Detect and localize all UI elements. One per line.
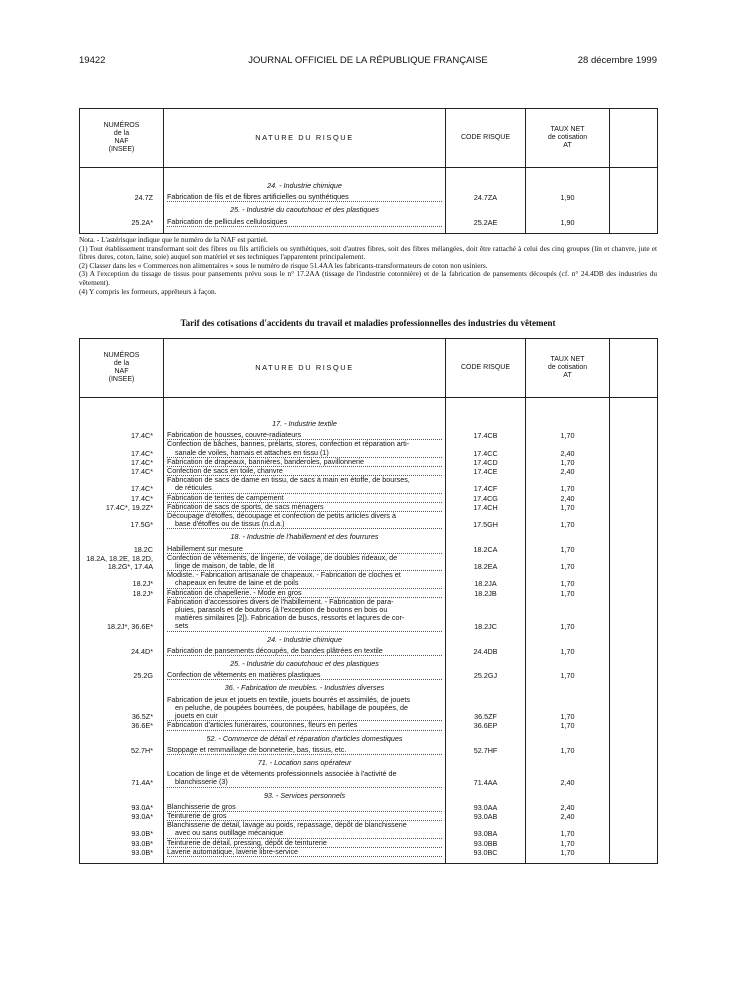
risk-code: 17.4CD bbox=[446, 458, 526, 467]
blank-cell bbox=[610, 839, 658, 848]
risk-nature: Fabrication de drapeaux, bannières, banderoles, pavillonnerie bbox=[164, 458, 446, 467]
risk-code: 18.2CA bbox=[446, 545, 526, 554]
risk-nature: Modiste. - Fabrication artisanale de chapeaux. - Fabrication de cloches et chapeaux en feutre de laine et de poils bbox=[164, 571, 446, 588]
blank-cell bbox=[610, 503, 658, 512]
tail-cell bbox=[80, 857, 164, 864]
risk-nature: Laverie automatique, laverie libre-service bbox=[164, 848, 446, 857]
risk-nature: Fabrication de tentes de campement bbox=[164, 494, 446, 503]
blank-cell bbox=[610, 476, 658, 493]
nature-header: NATURE DU RISQUE bbox=[164, 339, 446, 398]
spacer-cell bbox=[164, 398, 446, 417]
section-taux-cell bbox=[526, 731, 610, 746]
naf-code: 17.4C* bbox=[80, 431, 164, 440]
section-title: 52. - Commerce de détail et réparation d'articles domestiques bbox=[164, 731, 446, 746]
section-blank-cell bbox=[610, 202, 658, 217]
section-row bbox=[80, 178, 658, 193]
table-row bbox=[80, 193, 658, 202]
naf-code: 25.2A* bbox=[80, 218, 164, 227]
net-rate: 1,70 bbox=[526, 746, 610, 755]
table-row bbox=[80, 647, 658, 656]
blank-cell bbox=[610, 512, 658, 529]
note-1: (1) Tout établissement transformant soit des fibres ou fils artificiels ou synthétiques, soit d'autres fibres, soit des fibres mélangées, doit être rattaché à celui des cinq groupes (lin et chanvre, jute et fibres dures, coton, laine, soie) auquel son matériel et ses techniques l'apparentent principalement. bbox=[79, 243, 657, 262]
table-row bbox=[80, 671, 658, 680]
net-rate: 2,40 bbox=[526, 440, 610, 457]
blank-cell bbox=[610, 721, 658, 730]
risk-code: 93.0BB bbox=[446, 839, 526, 848]
table-row bbox=[80, 440, 658, 457]
header-row bbox=[80, 339, 658, 398]
net-rate: 1,70 bbox=[526, 647, 610, 656]
header-row bbox=[80, 109, 658, 168]
tail-cell bbox=[164, 227, 446, 234]
risk-nature: Stoppage et remmaillage de bonneterie, bas, tissus, etc. bbox=[164, 746, 446, 755]
section-naf-cell bbox=[80, 755, 164, 770]
notes-block bbox=[79, 236, 657, 296]
blank-cell bbox=[610, 571, 658, 588]
note-4: (4) Y compris les formeurs, apprêteurs à façon. bbox=[79, 286, 217, 296]
table-row bbox=[80, 554, 658, 571]
blank-cell bbox=[610, 821, 658, 838]
section-row bbox=[80, 632, 658, 647]
section-blank-cell bbox=[610, 788, 658, 803]
net-rate: 1,70 bbox=[526, 554, 610, 571]
section-row bbox=[80, 755, 658, 770]
tail-cell bbox=[164, 857, 446, 864]
taux-header: TAUX NET de cotisation AT bbox=[526, 109, 610, 168]
section-naf-cell bbox=[80, 731, 164, 746]
risk-nature: Fabrication de fils et de fibres artificielles ou synthétiques bbox=[164, 193, 446, 202]
tail-cell bbox=[610, 857, 658, 864]
section-title: 17. - Industrie textile bbox=[164, 416, 446, 431]
risk-code: 18.2EA bbox=[446, 554, 526, 571]
tariff-title: Tarif des cotisations d'accidents du travail et maladies professionnelles des industries du vêtement bbox=[180, 318, 556, 328]
risk-code: 17.4CE bbox=[446, 467, 526, 476]
section-naf-cell bbox=[80, 788, 164, 803]
naf-code: 36.6E* bbox=[80, 721, 164, 730]
section-blank-cell bbox=[610, 755, 658, 770]
naf-code: 52.7H* bbox=[80, 746, 164, 755]
blank-header bbox=[610, 339, 658, 398]
naf-code: 18.2J* bbox=[80, 571, 164, 588]
risk-nature: Fabrication de sacs de dame en tissu, de sacs à main en étoffe, de bourses, de réticules bbox=[164, 476, 446, 493]
table-row bbox=[80, 571, 658, 588]
section-naf-cell bbox=[80, 178, 164, 193]
naf-code: 18.2C bbox=[80, 545, 164, 554]
section-naf-cell bbox=[80, 680, 164, 695]
section-row bbox=[80, 731, 658, 746]
risk-code: 17.4CH bbox=[446, 503, 526, 512]
code-header: CODE RISQUE bbox=[446, 109, 526, 168]
net-rate: 1,70 bbox=[526, 696, 610, 722]
blank-cell bbox=[610, 803, 658, 812]
naf-code: 93.0A* bbox=[80, 812, 164, 821]
blank-cell bbox=[610, 696, 658, 722]
spacer-cell bbox=[80, 168, 164, 179]
naf-code: 71.4A* bbox=[80, 770, 164, 787]
spacer-cell bbox=[446, 168, 526, 179]
naf-header: NUMÉROS de la NAF (INSEE) bbox=[80, 339, 164, 398]
risk-nature: Confection de vêtements, de lingerie, de voilage, de doubles rideaux, de linge de maison, de table, de lit bbox=[164, 554, 446, 571]
risk-nature: Location de linge et de vêtements professionnels associée à l'activité de blanchisserie (3) bbox=[164, 770, 446, 787]
risk-nature: Teinturerie de détail, pressing, dépôt de teinturerie bbox=[164, 839, 446, 848]
section-row bbox=[80, 416, 658, 431]
blank-cell bbox=[610, 494, 658, 503]
tail-row bbox=[80, 227, 658, 234]
naf-code: 25.2G bbox=[80, 671, 164, 680]
section-code-cell bbox=[446, 529, 526, 544]
risk-nature: Blanchisserie de gros bbox=[164, 803, 446, 812]
table-row bbox=[80, 512, 658, 529]
spacer-cell bbox=[164, 168, 446, 179]
spacer-row bbox=[80, 168, 658, 179]
section-title: 24. - Industrie chimique bbox=[164, 178, 446, 193]
naf-code: 17.4C* bbox=[80, 476, 164, 493]
section-row bbox=[80, 202, 658, 217]
naf-code: 17.4C* bbox=[80, 467, 164, 476]
section-code-cell bbox=[446, 788, 526, 803]
risk-nature: Fabrication de chapellerie. - Mode en gros bbox=[164, 589, 446, 598]
table-row bbox=[80, 721, 658, 730]
table-row bbox=[80, 848, 658, 857]
naf-code: 93.0B* bbox=[80, 839, 164, 848]
section-code-cell bbox=[446, 416, 526, 431]
spacer-cell bbox=[610, 398, 658, 417]
section-blank-cell bbox=[610, 529, 658, 544]
section-taux-cell bbox=[526, 680, 610, 695]
risk-code: 17.4CG bbox=[446, 494, 526, 503]
risk-nature: Fabrication de pellicules cellulosiques bbox=[164, 218, 446, 227]
section-code-cell bbox=[446, 731, 526, 746]
risk-code: 52.7HF bbox=[446, 746, 526, 755]
net-rate: 1,70 bbox=[526, 821, 610, 838]
blank-cell bbox=[610, 545, 658, 554]
section-row bbox=[80, 788, 658, 803]
risk-nature: Blanchisserie de détail, lavage au poids, repassage, dépôt de blanchisserie avec ou sans outillage mécanique bbox=[164, 821, 446, 838]
section-taux-cell bbox=[526, 202, 610, 217]
risk-code: 93.0BC bbox=[446, 848, 526, 857]
section-naf-cell bbox=[80, 656, 164, 671]
rates-table-chemical bbox=[79, 108, 658, 234]
section-row bbox=[80, 656, 658, 671]
section-row bbox=[80, 529, 658, 544]
section-taux-cell bbox=[526, 529, 610, 544]
section-taux-cell bbox=[526, 755, 610, 770]
rates-table-clothing bbox=[79, 338, 658, 864]
spacer-cell bbox=[80, 398, 164, 417]
section-title: 25. - Industrie du caoutchouc et des plastiques bbox=[164, 202, 446, 217]
risk-nature: Confection de bâches, bannes, prélarts, stores, confection et réparation arti- sanale de voiles, harnais et attaches en tissu (1) bbox=[164, 440, 446, 457]
risk-nature: Découpage d'étoffes, découpage et confection de petits articles divers à base d'étoffes ou de tissus (n.d.a.) bbox=[164, 512, 446, 529]
blank-cell bbox=[610, 554, 658, 571]
spacer-cell bbox=[610, 168, 658, 179]
risk-code: 17.5GH bbox=[446, 512, 526, 529]
naf-code: 18.2J* bbox=[80, 589, 164, 598]
net-rate: 1,70 bbox=[526, 721, 610, 730]
naf-code: 17.4C*, 19.2Z* bbox=[80, 503, 164, 512]
net-rate: 1,70 bbox=[526, 545, 610, 554]
net-rate: 1,70 bbox=[526, 512, 610, 529]
risk-nature: Teinturerie de gros bbox=[164, 812, 446, 821]
section-title: 36. - Fabrication de meubles. - Industries diverses bbox=[164, 680, 446, 695]
code-header: CODE RISQUE bbox=[446, 339, 526, 398]
risk-code: 93.0AB bbox=[446, 812, 526, 821]
net-rate: 1,90 bbox=[526, 218, 610, 227]
naf-code: 24.4D* bbox=[80, 647, 164, 656]
risk-nature: Fabrication d'accessoires divers de l'habillement. - Fabrication de para- pluies, parasols et de boutons (à l'exception de boutons en bois ou matières similaires [2]). Fabrication de buscs, ressorts et laçures de cor- sets bbox=[164, 598, 446, 632]
section-taux-cell bbox=[526, 788, 610, 803]
taux-header: TAUX NET de cotisation AT bbox=[526, 339, 610, 398]
table-row bbox=[80, 770, 658, 787]
table-row bbox=[80, 218, 658, 227]
risk-nature: Fabrication de housses, couvre-radiateurs bbox=[164, 431, 446, 440]
blank-cell bbox=[610, 589, 658, 598]
spacer-cell bbox=[526, 168, 610, 179]
risk-nature: Habillement sur mesure bbox=[164, 545, 446, 554]
naf-code: 93.0A* bbox=[80, 803, 164, 812]
net-rate: 2,40 bbox=[526, 812, 610, 821]
risk-code: 17.4CF bbox=[446, 476, 526, 493]
risk-code: 18.2JC bbox=[446, 598, 526, 632]
naf-code: 17.4C* bbox=[80, 458, 164, 467]
section-blank-cell bbox=[610, 731, 658, 746]
section-naf-cell bbox=[80, 416, 164, 431]
net-rate: 2,40 bbox=[526, 494, 610, 503]
net-rate: 2,40 bbox=[526, 803, 610, 812]
blank-cell bbox=[610, 812, 658, 821]
naf-header: NUMÉROS de la NAF (INSEE) bbox=[80, 109, 164, 168]
note-2: (2) Classer dans les « Commerces non alimentaires » sous le numéro de risque 51.4AA les fabricants-transformateurs de coton non usiniers. bbox=[79, 260, 488, 270]
section-code-cell bbox=[446, 178, 526, 193]
risk-nature: Fabrication d'articles funéraires, couronnes, fleurs en perles bbox=[164, 721, 446, 730]
section-title: 25. - Industrie du caoutchouc et des plastiques bbox=[164, 656, 446, 671]
section-taux-cell bbox=[526, 178, 610, 193]
section-blank-cell bbox=[610, 632, 658, 647]
risk-nature: Fabrication de sacs de sports, de sacs ménagers bbox=[164, 503, 446, 512]
section-blank-cell bbox=[610, 656, 658, 671]
blank-cell bbox=[610, 431, 658, 440]
section-taux-cell bbox=[526, 416, 610, 431]
section-code-cell bbox=[446, 202, 526, 217]
risk-nature: Fabrication de jeux et jouets en textile, jouets bourrés et assimilés, de jouets en peluche, de poupées bourrées, de poupées, habillage de poupées, de jouets en cuir bbox=[164, 696, 446, 722]
blank-cell bbox=[610, 598, 658, 632]
net-rate: 1,70 bbox=[526, 458, 610, 467]
tail-cell bbox=[446, 857, 526, 864]
net-rate: 1,70 bbox=[526, 598, 610, 632]
section-code-cell bbox=[446, 755, 526, 770]
blank-cell bbox=[610, 746, 658, 755]
blank-cell bbox=[610, 193, 658, 202]
blank-cell bbox=[610, 647, 658, 656]
net-rate: 1,70 bbox=[526, 503, 610, 512]
blank-cell bbox=[610, 458, 658, 467]
section-blank-cell bbox=[610, 416, 658, 431]
net-rate: 2,40 bbox=[526, 467, 610, 476]
section-row bbox=[80, 680, 658, 695]
tail-cell bbox=[526, 857, 610, 864]
net-rate: 1,70 bbox=[526, 571, 610, 588]
spacer-row bbox=[80, 398, 658, 417]
page-number: 19422 bbox=[79, 55, 106, 66]
blank-cell bbox=[610, 467, 658, 476]
naf-code: 17.4C* bbox=[80, 440, 164, 457]
naf-code: 18.2J*, 36.6E* bbox=[80, 598, 164, 632]
blank-cell bbox=[610, 440, 658, 457]
net-rate: 1,70 bbox=[526, 839, 610, 848]
risk-code: 18.2JB bbox=[446, 589, 526, 598]
net-rate: 1,70 bbox=[526, 671, 610, 680]
risk-code: 24.7ZA bbox=[446, 193, 526, 202]
risk-code: 17.4CC bbox=[446, 440, 526, 457]
page-header bbox=[79, 55, 657, 69]
section-naf-cell bbox=[80, 202, 164, 217]
section-taux-cell bbox=[526, 656, 610, 671]
risk-nature: Confection de vêtements en matières plastiques bbox=[164, 671, 446, 680]
tail-cell bbox=[610, 227, 658, 234]
risk-code: 93.0BA bbox=[446, 821, 526, 838]
section-title: 24. - Industrie chimique bbox=[164, 632, 446, 647]
section-code-cell bbox=[446, 632, 526, 647]
table-row bbox=[80, 696, 658, 722]
section-blank-cell bbox=[610, 178, 658, 193]
risk-code: 25.2GJ bbox=[446, 671, 526, 680]
risk-code: 18.2JA bbox=[446, 571, 526, 588]
spacer-cell bbox=[446, 398, 526, 417]
table-row bbox=[80, 821, 658, 838]
table-row bbox=[80, 598, 658, 632]
naf-code: 36.5Z* bbox=[80, 696, 164, 722]
net-rate: 2,40 bbox=[526, 770, 610, 787]
net-rate: 1,70 bbox=[526, 431, 610, 440]
naf-code: 93.0B* bbox=[80, 848, 164, 857]
risk-nature: Fabrication de pansements découpés, de bandes plâtrées en textile bbox=[164, 647, 446, 656]
risk-code: 25.2AE bbox=[446, 218, 526, 227]
risk-code: 24.4DB bbox=[446, 647, 526, 656]
tail-row bbox=[80, 857, 658, 864]
spacer-cell bbox=[526, 398, 610, 417]
nature-header: NATURE DU RISQUE bbox=[164, 109, 446, 168]
naf-code: 24.7Z bbox=[80, 193, 164, 202]
blank-cell bbox=[610, 848, 658, 857]
net-rate: 1,70 bbox=[526, 476, 610, 493]
section-title: 71. - Location sans opérateur bbox=[164, 755, 446, 770]
table-row bbox=[80, 476, 658, 493]
section-code-cell bbox=[446, 680, 526, 695]
risk-code: 93.0AA bbox=[446, 803, 526, 812]
risk-code: 17.4CB bbox=[446, 431, 526, 440]
table-row bbox=[80, 746, 658, 755]
section-code-cell bbox=[446, 656, 526, 671]
section-taux-cell bbox=[526, 632, 610, 647]
blank-cell bbox=[610, 770, 658, 787]
section-title: 18. - Industrie de l'habillement et des fourrures bbox=[164, 529, 446, 544]
blank-header bbox=[610, 109, 658, 168]
net-rate: 1,90 bbox=[526, 193, 610, 202]
blank-cell bbox=[610, 218, 658, 227]
naf-code: 17.5G* bbox=[80, 512, 164, 529]
section-naf-cell bbox=[80, 632, 164, 647]
risk-code: 36.6EP bbox=[446, 721, 526, 730]
section-blank-cell bbox=[610, 680, 658, 695]
section-title: 93. - Services personnels bbox=[164, 788, 446, 803]
naf-code: 17.4C* bbox=[80, 494, 164, 503]
risk-code: 71.4AA bbox=[446, 770, 526, 787]
net-rate: 1,70 bbox=[526, 589, 610, 598]
tail-cell bbox=[446, 227, 526, 234]
naf-code: 93.0B* bbox=[80, 821, 164, 838]
risk-code: 36.5ZF bbox=[446, 696, 526, 722]
tail-cell bbox=[526, 227, 610, 234]
net-rate: 1,70 bbox=[526, 848, 610, 857]
risk-nature: Confection de sacs en toile, chanvre bbox=[164, 467, 446, 476]
note-3: (3) A l'exception du tissage de tissus pour pansements prévu sous le n° 17.2AA (tissage de l'industrie cotonnière) et de la fabrication de pansements découpés (cf. n° 24.4DB des industries du vêtement). bbox=[79, 269, 657, 287]
issue-date: 28 décembre 1999 bbox=[577, 55, 657, 66]
section-naf-cell bbox=[80, 529, 164, 544]
blank-cell bbox=[610, 671, 658, 680]
note-nota: Nota. - L'astérisque indique que le numéro de la NAF est partiel. bbox=[79, 235, 268, 244]
naf-code: 18.2A, 18.2E, 18.2D, 18.2G*, 17.4A bbox=[80, 554, 164, 571]
tail-cell bbox=[80, 227, 164, 234]
journal-title: JOURNAL OFFICIEL DE LA RÉPUBLIQUE FRANÇAISE bbox=[248, 55, 488, 66]
